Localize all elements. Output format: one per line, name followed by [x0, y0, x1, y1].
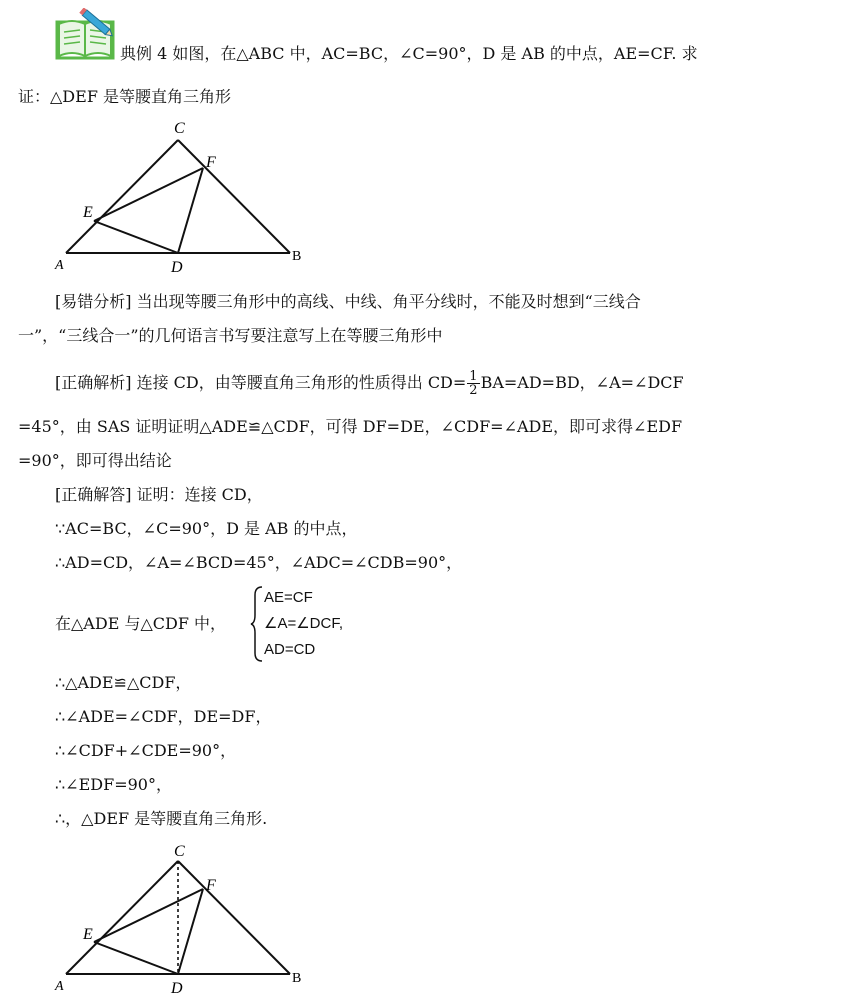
fig2-label-b: B — [292, 971, 302, 986]
solution-step-6: ∴∠CDF+∠CDE=90°， — [55, 741, 237, 760]
fig1-label-c: C — [174, 120, 185, 137]
solution-step-2: ∴AD=CD，∠A=∠BCD=45°，∠ADC=∠CDB=90°， — [55, 553, 463, 572]
fig1-label-a: A — [55, 258, 64, 273]
condition-2: ∠A=∠DCF, — [264, 615, 343, 632]
fraction-numerator: 1 — [469, 369, 478, 384]
triangle-figure-2 — [50, 838, 320, 997]
fig1-label-f: F — [206, 154, 216, 171]
triangle-figure-1 — [50, 115, 320, 275]
solution-step-1: ∵AC=BC，∠C=90°，D 是 AB 的中点， — [55, 519, 358, 538]
correct-analysis-prefix: [正确解析] 连接 CD，由等腰直角三角形的性质得出 CD= — [55, 373, 467, 392]
correct-analysis-suffix: BA=AD=BD，∠A=∠DCF — [480, 373, 684, 392]
correct-analysis-line-2: =45°，由 SAS 证明证明△ADE≌△CDF，可得 DF=DE，∠CDF=∠ADE，即可求得∠EDF — [18, 417, 683, 436]
fig1-label-b: B — [292, 249, 302, 264]
fig2-label-a: A — [55, 979, 64, 994]
fig2-label-d: D — [171, 980, 183, 997]
fig2-label-e: E — [83, 926, 93, 943]
left-brace — [250, 585, 264, 663]
problem-line-2: 证：△DEF 是等腰直角三角形 — [18, 87, 232, 106]
fig2-label-c: C — [174, 843, 185, 860]
correct-analysis-line-3: =90°，即可得出结论 — [18, 451, 172, 470]
solution-step-8: ∴，△DEF 是等腰直角三角形. — [55, 809, 268, 828]
problem-line-1: 典例 4 如图，在△ABC 中，AC=BC，∠C=90°，D 是 AB 的中点，AE=CF. 求 — [120, 44, 698, 63]
fig1-label-e: E — [83, 204, 93, 221]
congruence-conditions — [250, 585, 370, 663]
fig1-label-d: D — [171, 259, 183, 275]
solution-header: [正确解答] 证明：连接 CD， — [55, 485, 263, 504]
fraction-denominator: 2 — [469, 383, 478, 398]
correct-analysis-line-1 — [55, 370, 684, 397]
solution-step-5: ∴∠ADE=∠CDF，DE=DF， — [55, 707, 272, 726]
solution-step-7: ∴∠EDF=90°， — [55, 775, 172, 794]
error-analysis-line-2: 一”，“三线合一”的几何语言书写要注意写上在等腰三角形中 — [18, 326, 443, 345]
book-pencil-icon — [55, 8, 117, 60]
solution-step-3: 在△ADE 与△CDF 中， — [55, 614, 227, 633]
condition-1: AE=CF — [264, 589, 313, 606]
condition-3: AD=CD — [264, 641, 316, 658]
error-analysis-line-1: [易错分析] 当出现等腰三角形中的高线、中线、角平分线时，不能及时想到“三线合 — [55, 292, 641, 311]
one-half-fraction — [467, 370, 479, 397]
solution-step-4: ∴△ADE≌△CDF， — [55, 673, 192, 692]
fig2-label-f: F — [206, 877, 216, 894]
